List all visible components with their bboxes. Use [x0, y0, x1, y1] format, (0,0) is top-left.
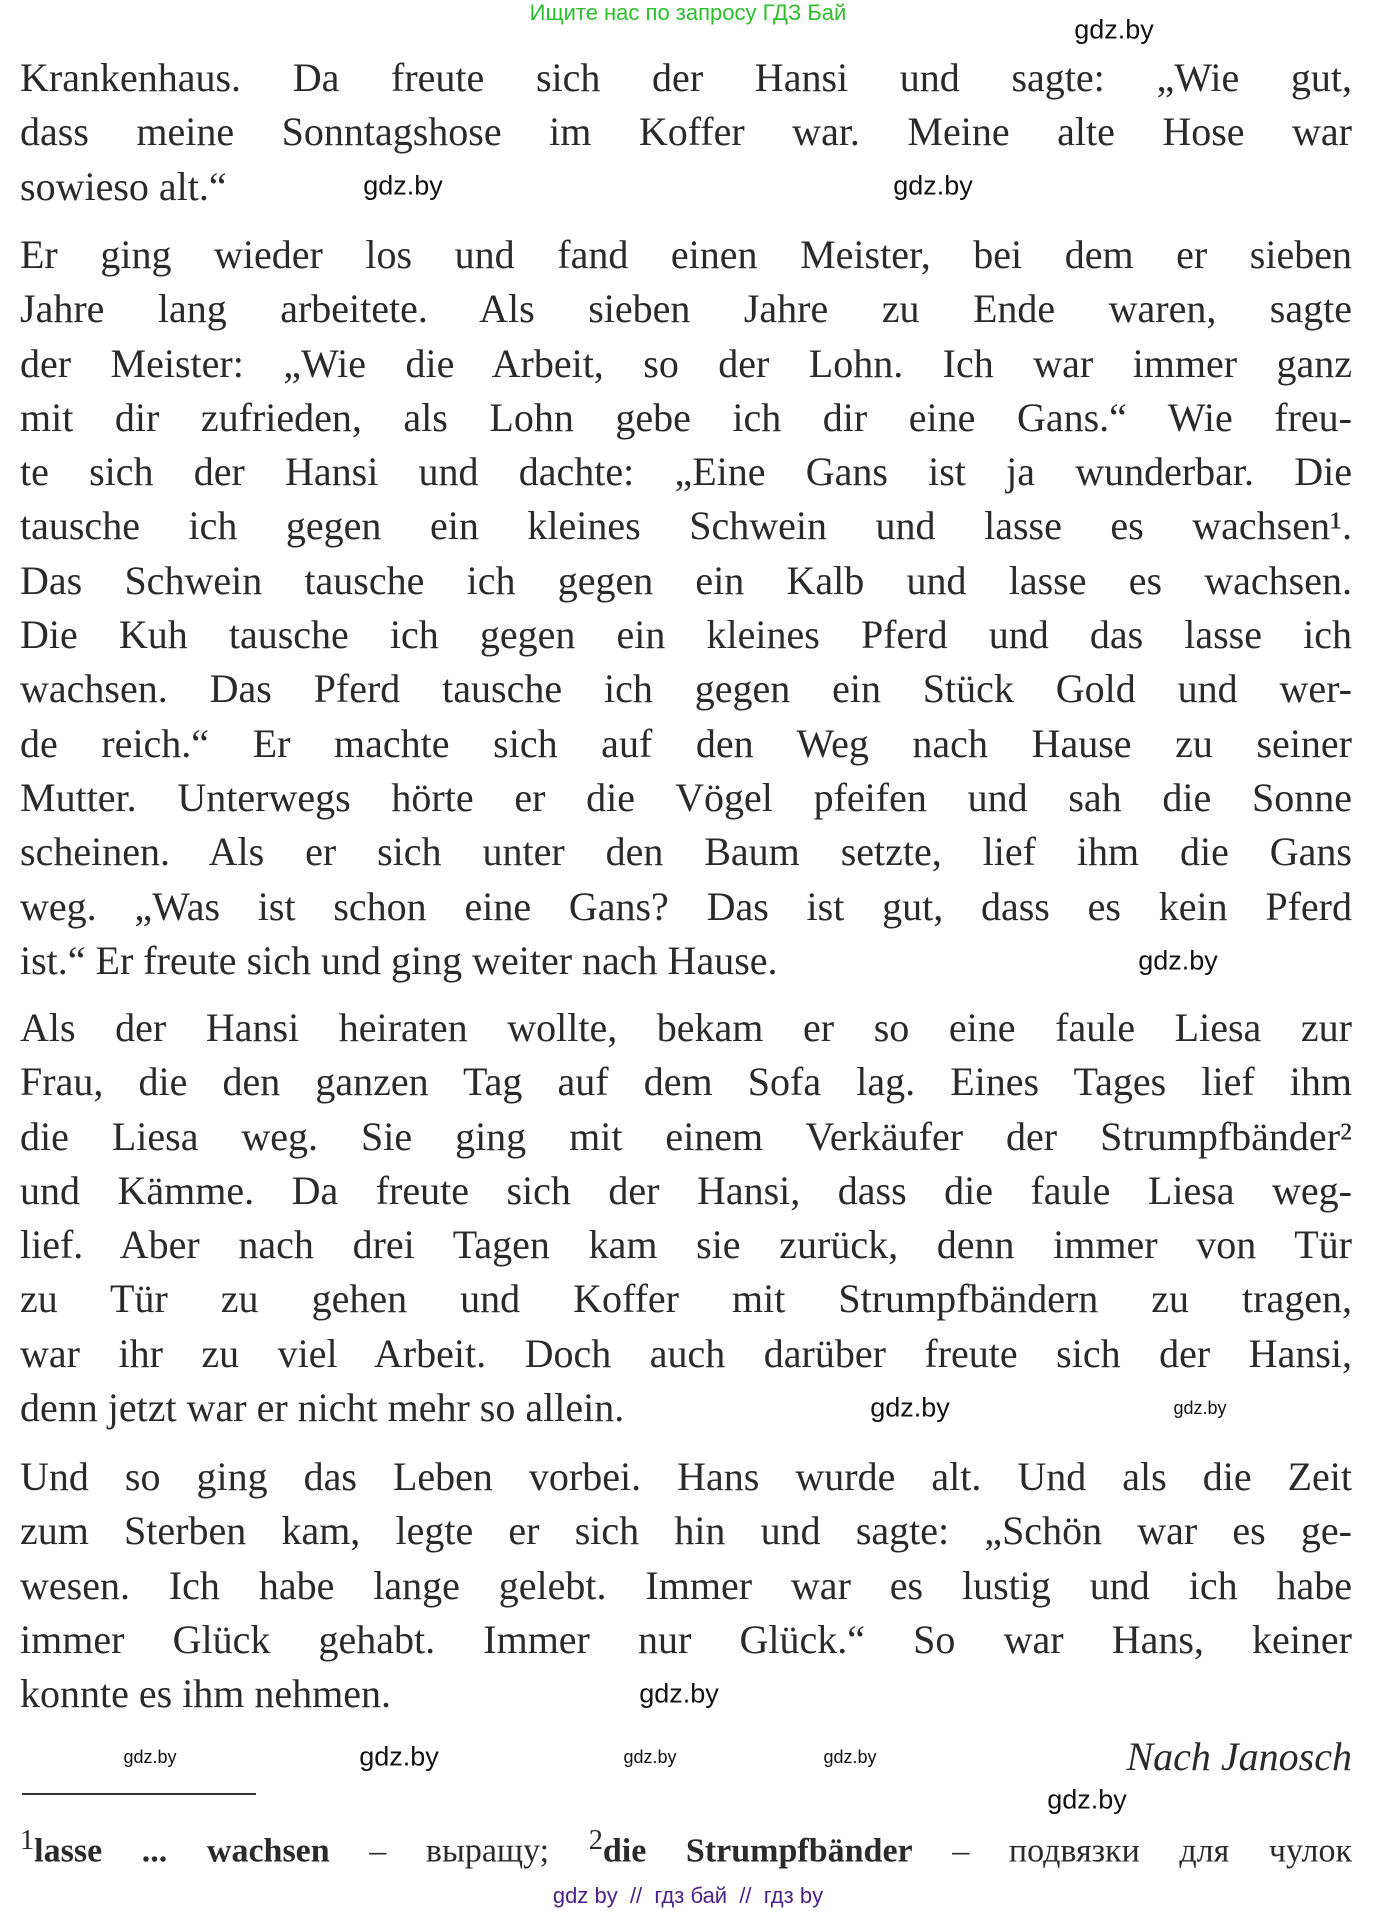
- search-banner-row: [0, 0, 1376, 26]
- text-line: Er ging wieder los und fand einen Meister, bei dem er sieben: [20, 232, 1352, 277]
- text-line: mit dir zufrieden, als Lohn gebe ich dir eine Gans.“ Wie freu-: [20, 394, 1352, 440]
- text-line: Krankenhaus. Da freute sich der Hansi und sagte: „Wie gut,: [20, 55, 1352, 100]
- watermark: gdz.by: [639, 1678, 719, 1709]
- text-line: ist.“ Er freute sich und ging weiter nach Hause.: [20, 937, 778, 983]
- text-line: scheinen. Als er sich unter den Baum setzte, lief ihm die Gans: [20, 829, 1352, 875]
- paragraph-2: [20, 228, 1352, 988]
- text-line: Jahre lang arbeitete. Als sieben Jahre zu Ende waren, sagte: [20, 286, 1352, 332]
- watermark: gdz.by: [363, 170, 443, 201]
- author-attribution: Nach Janosch: [1126, 1734, 1352, 1779]
- text-line: die Liesa weg. Sie ging mit einem Verkäufer der Strumpfbänder²: [20, 1113, 1352, 1159]
- search-banner: Ищите нас по запросу ГДЗ Бай: [529, 0, 847, 25]
- watermark: gdz.by: [623, 1747, 677, 1767]
- text-line: der Meister: „Wie die Arbeit, so der Lohn. Ich war immer ganz: [20, 340, 1352, 386]
- text-line: Und so ging das Leben vorbei. Hans wurde alt. Und als die Zeit: [20, 1454, 1352, 1499]
- text-line: Mutter. Unterwegs hörte er die Vögel pfeifen und sah die Sonne: [20, 774, 1352, 820]
- text-line: weg. „Was ist schon eine Gans? Das ist gut, dass es kein Pferd: [20, 883, 1352, 929]
- text-line: de reich.“ Er machte sich auf den Weg nach Hause zu seiner: [20, 720, 1352, 766]
- watermark: gdz.by: [1047, 1784, 1127, 1815]
- footnote-term-2: die Strumpfbänder: [602, 1832, 913, 1870]
- footnote-marker-1: 1: [20, 1825, 35, 1856]
- text-line: tausche ich gegen ein kleines Schwein und lasse es wachsen¹.: [20, 503, 1352, 549]
- text-line: war ihr zu viel Arbeit. Doch auch darüber freute sich der Hansi,: [20, 1330, 1352, 1376]
- paragraph-1: [20, 51, 1352, 214]
- footnote-divider: [22, 1793, 256, 1795]
- text-line: Das Schwein tausche ich gegen ein Kalb und lasse es wachsen.: [20, 557, 1352, 603]
- paragraph-3: [20, 1001, 1352, 1435]
- watermark: gdz.by: [1138, 945, 1218, 976]
- watermark: gdz.by: [1074, 14, 1154, 45]
- text-line: te sich der Hansi und dachte: „Eine Gans ist ja wunderbar. Die: [20, 449, 1352, 495]
- text-line: zum Sterben kam, legte er sich hin und sagte: „Schön war es ge-: [20, 1508, 1352, 1554]
- footer-links: gdz by // гдз бай // гдз by: [552, 1883, 824, 1908]
- text-line: zu Tür zu gehen und Koffer mit Strumpfbändern zu tragen,: [20, 1276, 1352, 1322]
- text-line: sowieso alt.“: [20, 163, 227, 209]
- watermark: gdz.by: [359, 1741, 439, 1772]
- footnotes: [20, 1814, 1352, 1878]
- text-line: Als der Hansi heiraten wollte, bekam er so eine faule Liesa zur: [20, 1005, 1352, 1050]
- watermark: gdz.by: [1173, 1398, 1227, 1418]
- text-line: wesen. Ich habe lange gelebt. Immer war es lustig und ich habe: [20, 1562, 1352, 1608]
- footnote-translation-1: – выращу;: [329, 1832, 589, 1870]
- text-line: Die Kuh tausche ich gegen ein kleines Pferd und das lasse ich: [20, 612, 1352, 658]
- watermark: gdz.by: [870, 1392, 950, 1423]
- text-line: wachsen. Das Pferd tausche ich gegen ein Stück Gold und wer-: [20, 666, 1352, 712]
- text-line: lief. Aber nach drei Tagen kam sie zurück, denn immer von Tür: [20, 1222, 1352, 1268]
- footnote-translation-2: – подвязки для чулок: [912, 1832, 1352, 1870]
- watermark: gdz.by: [893, 170, 973, 201]
- text-line: konnte es ihm nehmen.: [20, 1671, 392, 1717]
- footnote-term-1: lasse ... wachsen: [34, 1832, 330, 1870]
- text-line: Frau, die den ganzen Tag auf dem Sofa lag. Eines Tages lief ihm: [20, 1059, 1352, 1105]
- text-line: denn jetzt war er nicht mehr so allein.: [20, 1385, 625, 1431]
- text-line: dass meine Sonntagshose im Koffer war. Meine alte Hose war: [20, 109, 1352, 155]
- text-line: immer Glück gehabt. Immer nur Glück.“ So war Hans, keiner: [20, 1616, 1352, 1662]
- watermark: gdz.by: [823, 1747, 877, 1767]
- watermark: gdz.by: [123, 1747, 177, 1767]
- text-line: und Kämme. Da freute sich der Hansi, dass die faule Liesa weg-: [20, 1167, 1352, 1213]
- footnote-marker-2: 2: [588, 1825, 603, 1856]
